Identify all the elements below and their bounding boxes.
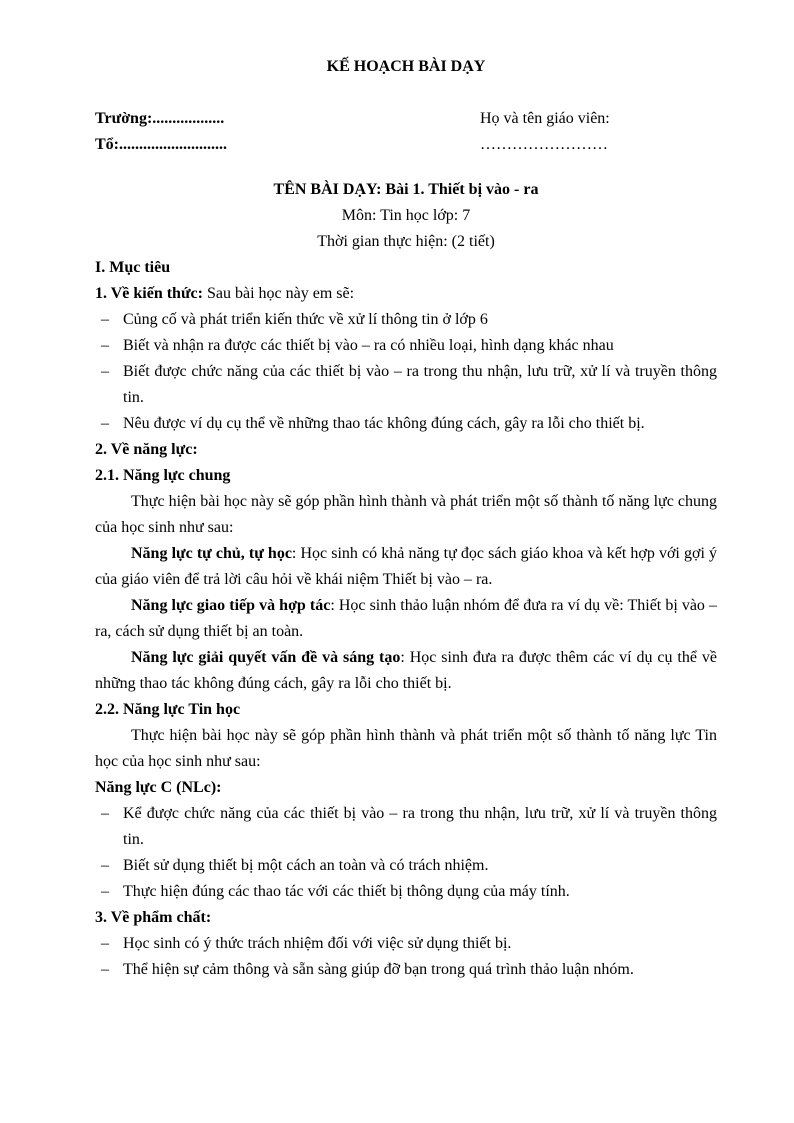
list-item-text: Nêu được ví dụ cụ thể về những thao tác không đúng cách, gây ra lỗi cho thiết bị.: [123, 415, 645, 432]
document-page: [95, 52, 717, 983]
competence-label: Năng lực giao tiếp và hợp tác: [131, 597, 331, 614]
list-item-text: Biết được chức năng của các thiết bị vào – ra trong thu nhận, lưu trữ, xử lí và truyền thông tin.: [123, 363, 717, 406]
list-item: [95, 333, 717, 359]
competence-communication: [95, 593, 717, 645]
nlc-heading: Năng lực C (NLc):: [95, 779, 222, 796]
dash-bullet: –: [101, 337, 109, 354]
teacher-name-dots: ……………………: [480, 136, 608, 153]
dash-bullet: –: [101, 805, 109, 822]
lesson-name: [95, 177, 717, 203]
dash-bullet: –: [101, 961, 109, 978]
list-item-text: Củng cố và phát triển kiến thức về xử lí thông tin ở lớp 6: [123, 311, 488, 328]
knowledge-heading-line: [95, 281, 717, 307]
header-info: [95, 106, 717, 158]
knowledge-list: [95, 307, 717, 437]
dash-bullet: –: [101, 363, 109, 380]
general-competence-intro: Thực hiện bài học này sẽ góp phần hình thành và phát triển một số thành tố năng lực chung của học sinh như sau:: [95, 493, 717, 536]
competence-heading: 2. Về năng lực:: [95, 441, 198, 458]
list-item: [95, 853, 717, 879]
list-item-text: Thể hiện sự cảm thông và sẵn sàng giúp đỡ bạn trong quá trình thảo luận nhóm.: [123, 961, 634, 978]
nlc-list: [95, 801, 717, 905]
dash-bullet: –: [101, 935, 109, 952]
qualities-list: [95, 931, 717, 983]
list-item: [95, 307, 717, 333]
competence-text: : Học sinh thảo luận nhóm để đưa ra ví dụ về: Thiết bị vào – ra, cách sử dụng thiết bị an toàn.: [95, 597, 717, 640]
section-objectives-heading: I. Mục tiêu: [95, 259, 171, 276]
knowledge-heading: 1. Về kiến thức:: [95, 285, 203, 302]
group-field: Tổ:...........................: [95, 136, 227, 153]
it-competence-heading: 2.2. Năng lực Tin học: [95, 701, 241, 718]
dash-bullet: –: [101, 415, 109, 432]
list-item: [95, 957, 717, 983]
competence-text: : Học sinh có khả năng tự đọc sách giáo khoa và kết hợp với gợi ý của giáo viên để trả lời câu hỏi về khái niệm Thiết bị vào – ra.: [95, 545, 718, 588]
lesson-subject: Môn: Tin học lớp: 7: [341, 207, 471, 224]
general-competence-heading: 2.1. Năng lực chung: [95, 467, 231, 484]
list-item-text: Biết sử dụng thiết bị một cách an toàn và có trách nhiệm.: [123, 857, 489, 874]
list-item-text: Biết và nhận ra được các thiết bị vào – ra có nhiều loại, hình dạng khác nhau: [123, 337, 614, 354]
competence-text: : Học sinh đưa ra được thêm các ví dụ cụ thể về những thao tác không đúng cách, gây ra lỗi cho thiết bị.: [95, 649, 717, 692]
it-competence-intro: Thực hiện bài học này sẽ góp phần hình thành và phát triển một số thành tố năng lực Tin học của học sinh như sau:: [95, 727, 717, 770]
competence-label: Năng lực tự chủ, tự học: [131, 545, 292, 562]
list-item: [95, 931, 717, 957]
list-item-text: Học sinh có ý thức trách nhiệm đối với việc sử dụng thiết bị.: [123, 935, 512, 952]
competence-label: Năng lực giải quyết vấn đề và sáng tạo: [131, 649, 401, 666]
dash-bullet: –: [101, 311, 109, 328]
list-item: [95, 411, 717, 437]
dash-bullet: –: [101, 883, 109, 900]
list-item: [95, 801, 717, 853]
lesson-duration: Thời gian thực hiện: (2 tiết): [317, 233, 495, 250]
lesson-name-value: Bài 1. Thiết bị vào - ra: [385, 181, 539, 198]
school-field: Trường:..................: [95, 110, 225, 127]
knowledge-intro: Sau bài học này em sẽ:: [202, 285, 355, 302]
teacher-name-label: Họ và tên giáo viên:: [480, 110, 610, 127]
list-item-text: Kể được chức năng của các thiết bị vào – ra trong thu nhận, lưu trữ, xử lí và truyền thông tin.: [123, 805, 717, 848]
competence-self-study: [95, 541, 717, 593]
competence-problem-solving: [95, 645, 717, 697]
document-title: KẾ HOẠCH BÀI DẠY: [326, 58, 486, 75]
dash-bullet: –: [101, 857, 109, 874]
list-item-text: Thực hiện đúng các thao tác với các thiết bị thông dụng của máy tính.: [123, 883, 570, 900]
qualities-heading: 3. Về phẩm chất:: [95, 909, 212, 926]
list-item: [95, 359, 717, 411]
list-item: [95, 879, 717, 905]
lesson-name-label: TÊN BÀI DẠY:: [273, 181, 382, 198]
